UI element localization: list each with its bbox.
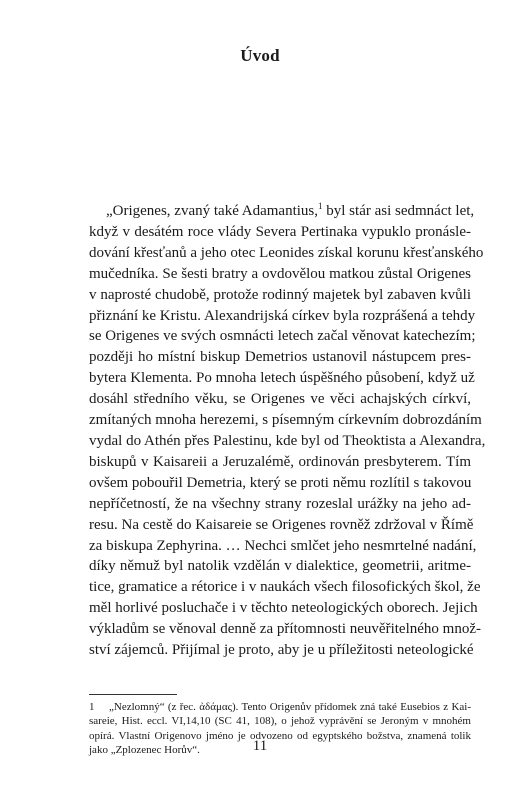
footnote-line-2: sareie, Hist. eccl. VI,14,10 (SC 41, 108), o jehož vyprávění se Jeroným v mnohém xyxy=(89,715,471,728)
footnote-divider xyxy=(89,694,177,695)
body-line: v naprosté chudobě, protože rodinný majetek byl zabaven kvůli xyxy=(89,286,471,303)
body-line: dosáhl středního věku, se Origenes ve věci achajských církví, xyxy=(89,391,471,408)
body-line: zmítaných mnoha herezemi, s písemným církevním dobrozdáním xyxy=(89,412,482,429)
body-line: ovšem pobouřil Demetria, který se proti němu rozlítil s takovou xyxy=(89,474,472,491)
body-line-1-b: byl stár asi sedmnáct let, xyxy=(322,203,475,219)
body-line: nepříčetností, že na všechny strany rozeslal urážky na jeho ad- xyxy=(89,495,471,512)
body-line-1 xyxy=(89,201,475,222)
footnote-line xyxy=(109,700,471,714)
footnote-line xyxy=(89,714,471,728)
body-line: bytera Klementa. Po mnoha letech úspěšného působení, když už xyxy=(89,370,475,387)
page-number: 11 xyxy=(252,738,268,754)
body-line: díky němuž byl natolik vzdělán v dialektice, geometrii, aritme- xyxy=(89,558,471,575)
body-line: výkladům se věnoval denně za přítomnosti neuvěřitelného množ- xyxy=(89,621,481,638)
body-line: resu. Na cestě do Kaisareie se Origenes rovněž zdržoval v Římě xyxy=(89,516,474,533)
footnote-line-3: opírá. Vlastní Origenovo jméno je odvozeno od egyptského božstva, znamená tolik xyxy=(89,729,471,742)
body-line: se Origenes ve svých osmnácti letech začal věnovat katechezím; xyxy=(89,328,476,345)
body-line: mučedníka. Se šesti bratry a ovdovělou matkou zůstal Origenes xyxy=(89,265,471,282)
footnote-line-1: „Nezlomný“ (z řec. ἀδάμας). Tento Origenův přídomek zná také Eusebios z Kai- xyxy=(109,701,471,713)
body-line: ství zájemců. Přijímal je proto, aby je u příležitosti neteologické xyxy=(89,642,474,659)
footnote-reference[interactable]: 1 xyxy=(318,201,323,211)
body-line: měl horlivé posluchače i v těchto neteologických oborech. Jejich xyxy=(89,600,478,617)
body-text xyxy=(89,201,486,661)
body-line: později ho místní biskup Demetrios ustanovil nástupcem pres- xyxy=(89,349,471,366)
body-line: dování křesťanů a jeho otec Leonides získal korunu křesťanského xyxy=(89,244,484,261)
body-line: za biskupa Zephyrina. … Nechci smlčet jeho nesmrtelné nadání, xyxy=(89,537,477,554)
footnote-number: 1 xyxy=(89,701,95,713)
body-line-1-a: „Origenes, zvaný také Adamantius, xyxy=(106,203,319,219)
body-line: přiznání ke Kristu. Alexandrijská církev byla rozprášená a tehdy xyxy=(89,307,476,324)
footnote-line-4: jako „Zplozenec Horův“. xyxy=(89,744,200,757)
body-line: vydal do Athén přes Palestinu, kde byl od Theoktista a Alexandra, xyxy=(89,432,486,449)
body-line: tice, gramatice a rétorice i v naukách všech filosofických škol, že xyxy=(89,579,481,596)
chapter-title: Úvod xyxy=(240,46,280,65)
body-line: biskupů v Kaisareii a Jeruzalémě, ordinován presbyterem. Tím xyxy=(89,453,471,470)
body-line: když v desátém roce vlády Severa Pertinaka vypuklo pronásle- xyxy=(89,223,471,240)
